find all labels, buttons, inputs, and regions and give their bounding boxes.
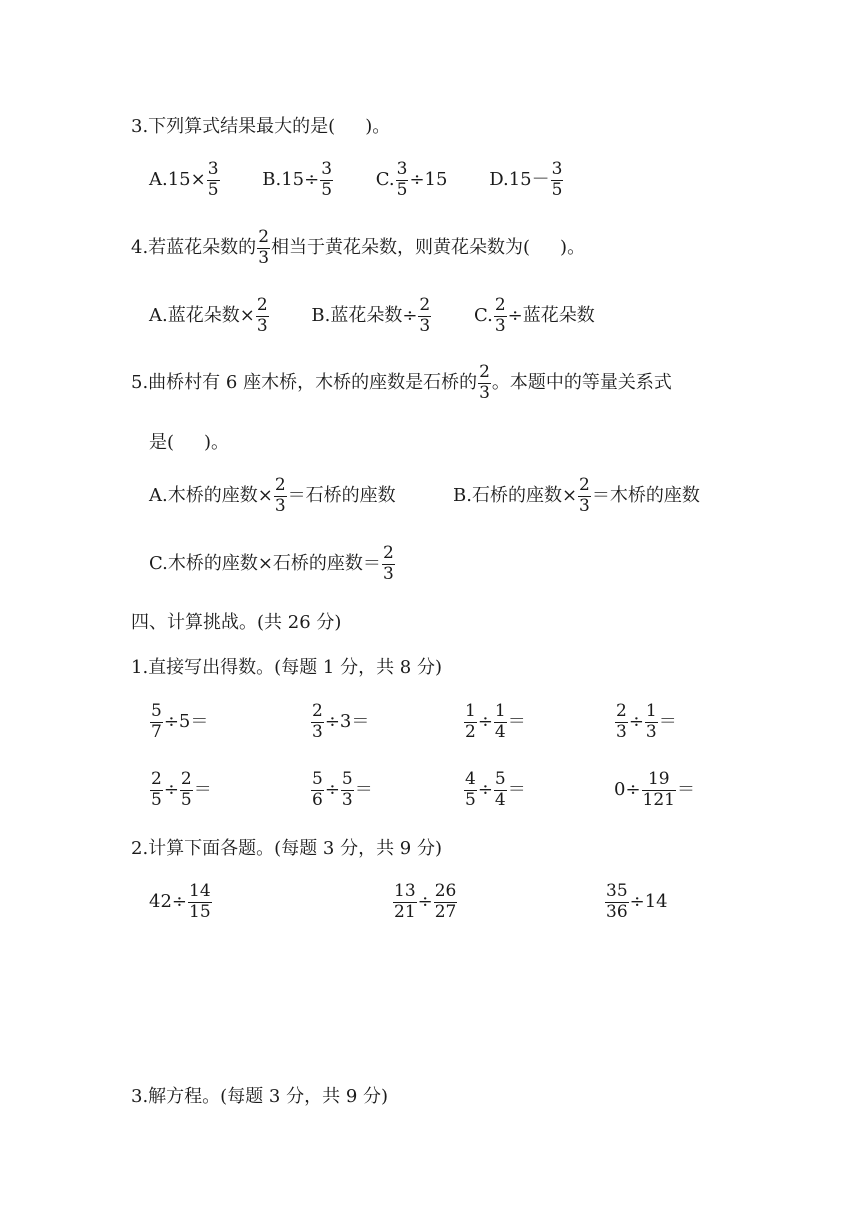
- q4-stem-fraction: $\frac{2}{3}$: [258, 227, 270, 268]
- q4-option-b[interactable]: B.蓝花朵数÷ $\frac{2}{3}$: [311, 295, 431, 336]
- part2-item-1: 42÷ $\frac{14}{15}$: [149, 881, 211, 922]
- q3-stem-text: 3.下列算式结果最大的是(: [131, 116, 336, 137]
- q3-stem: [131, 118, 390, 136]
- q4-stem-end: )。: [560, 237, 586, 259]
- part2-item-2: $\frac{13}{21}$ ÷ $\frac{26}{27}$: [394, 881, 457, 922]
- part2-title: 2.计算下面各题。(每题 3 分，共 9 分): [131, 838, 443, 859]
- q4-stem: [131, 228, 585, 268]
- section4-title: 四、计算挑战。(共 26 分): [131, 612, 342, 633]
- q5-options-row1b: [453, 476, 700, 516]
- part1-item-1: $\frac{5}{7}$ ÷5＝: [151, 701, 209, 742]
- q3-option-c[interactable]: C. $\frac{3}{5}$ ÷15: [375, 159, 448, 200]
- part1-item-5: $\frac{2}{5}$ ÷ $\frac{2}{5}$ ＝: [151, 769, 212, 810]
- part2-item-3: $\frac{35}{36}$ ÷14: [606, 881, 668, 922]
- q5-stem-fraction: $\frac{2}{3}$: [479, 362, 490, 403]
- part3-title: 3.解方程。(每题 3 分，共 9 分): [131, 1086, 389, 1107]
- q4-option-a[interactable]: A.蓝花朵数× $\frac{2}{3}$: [149, 295, 268, 336]
- part1-item-3: $\frac{1}{2}$ ÷ $\frac{1}{4}$ ＝: [465, 701, 526, 742]
- q3-option-a[interactable]: A.15× $\frac{3}{5}$: [149, 159, 219, 200]
- q3-options: [149, 160, 564, 200]
- q4-option-c[interactable]: C. $\frac{2}{3}$ ÷蓝花朵数: [473, 295, 595, 336]
- q5-stem: [131, 363, 672, 403]
- q4-options: [149, 296, 595, 336]
- q5-option-a[interactable]: A.木桥的座数× $\frac{2}{3}$ ＝石桥的座数: [149, 475, 396, 516]
- part1-title: 1.直接写出得数。(每题 1 分，共 8 分): [131, 657, 443, 678]
- q3-stem-end: )。: [365, 116, 391, 137]
- q5-option-c[interactable]: C.木桥的座数×石桥的座数＝ $\frac{2}{3}$: [149, 543, 394, 584]
- q5-options-row1: [149, 476, 396, 516]
- part1-item-4: $\frac{2}{3}$ ÷ $\frac{1}{3}$ ＝: [616, 701, 677, 742]
- q5-stem-a: 5.曲桥村有 6 座木桥，木桥的座数是石桥的: [131, 372, 478, 394]
- q5-stem-line2: 是( )。: [149, 432, 230, 453]
- q3-option-b[interactable]: B.15÷ $\frac{3}{5}$: [262, 159, 333, 200]
- part1-item-6: $\frac{5}{6}$ ÷ $\frac{5}{3}$ ＝: [312, 769, 373, 810]
- q3-option-d[interactable]: D.15－ $\frac{3}{5}$: [489, 159, 563, 200]
- part1-item-8: 0÷ $\frac{19}{121}$ ＝: [614, 769, 695, 810]
- q4-stem-b: 相当于黄花朵数，则黄花朵数为(: [271, 237, 531, 259]
- part1-item-7: $\frac{4}{5}$ ÷ $\frac{5}{4}$ ＝: [465, 769, 526, 810]
- q5-options-row2: [149, 544, 396, 584]
- q5-stem-b: 。本题中的等量关系式: [491, 372, 672, 394]
- q5-option-b[interactable]: B.石桥的座数× $\frac{2}{3}$ ＝木桥的座数: [453, 475, 700, 516]
- q4-stem-a: 4.若蓝花朵数的: [131, 237, 257, 259]
- part1-item-2: $\frac{2}{3}$ ÷3＝: [312, 701, 370, 742]
